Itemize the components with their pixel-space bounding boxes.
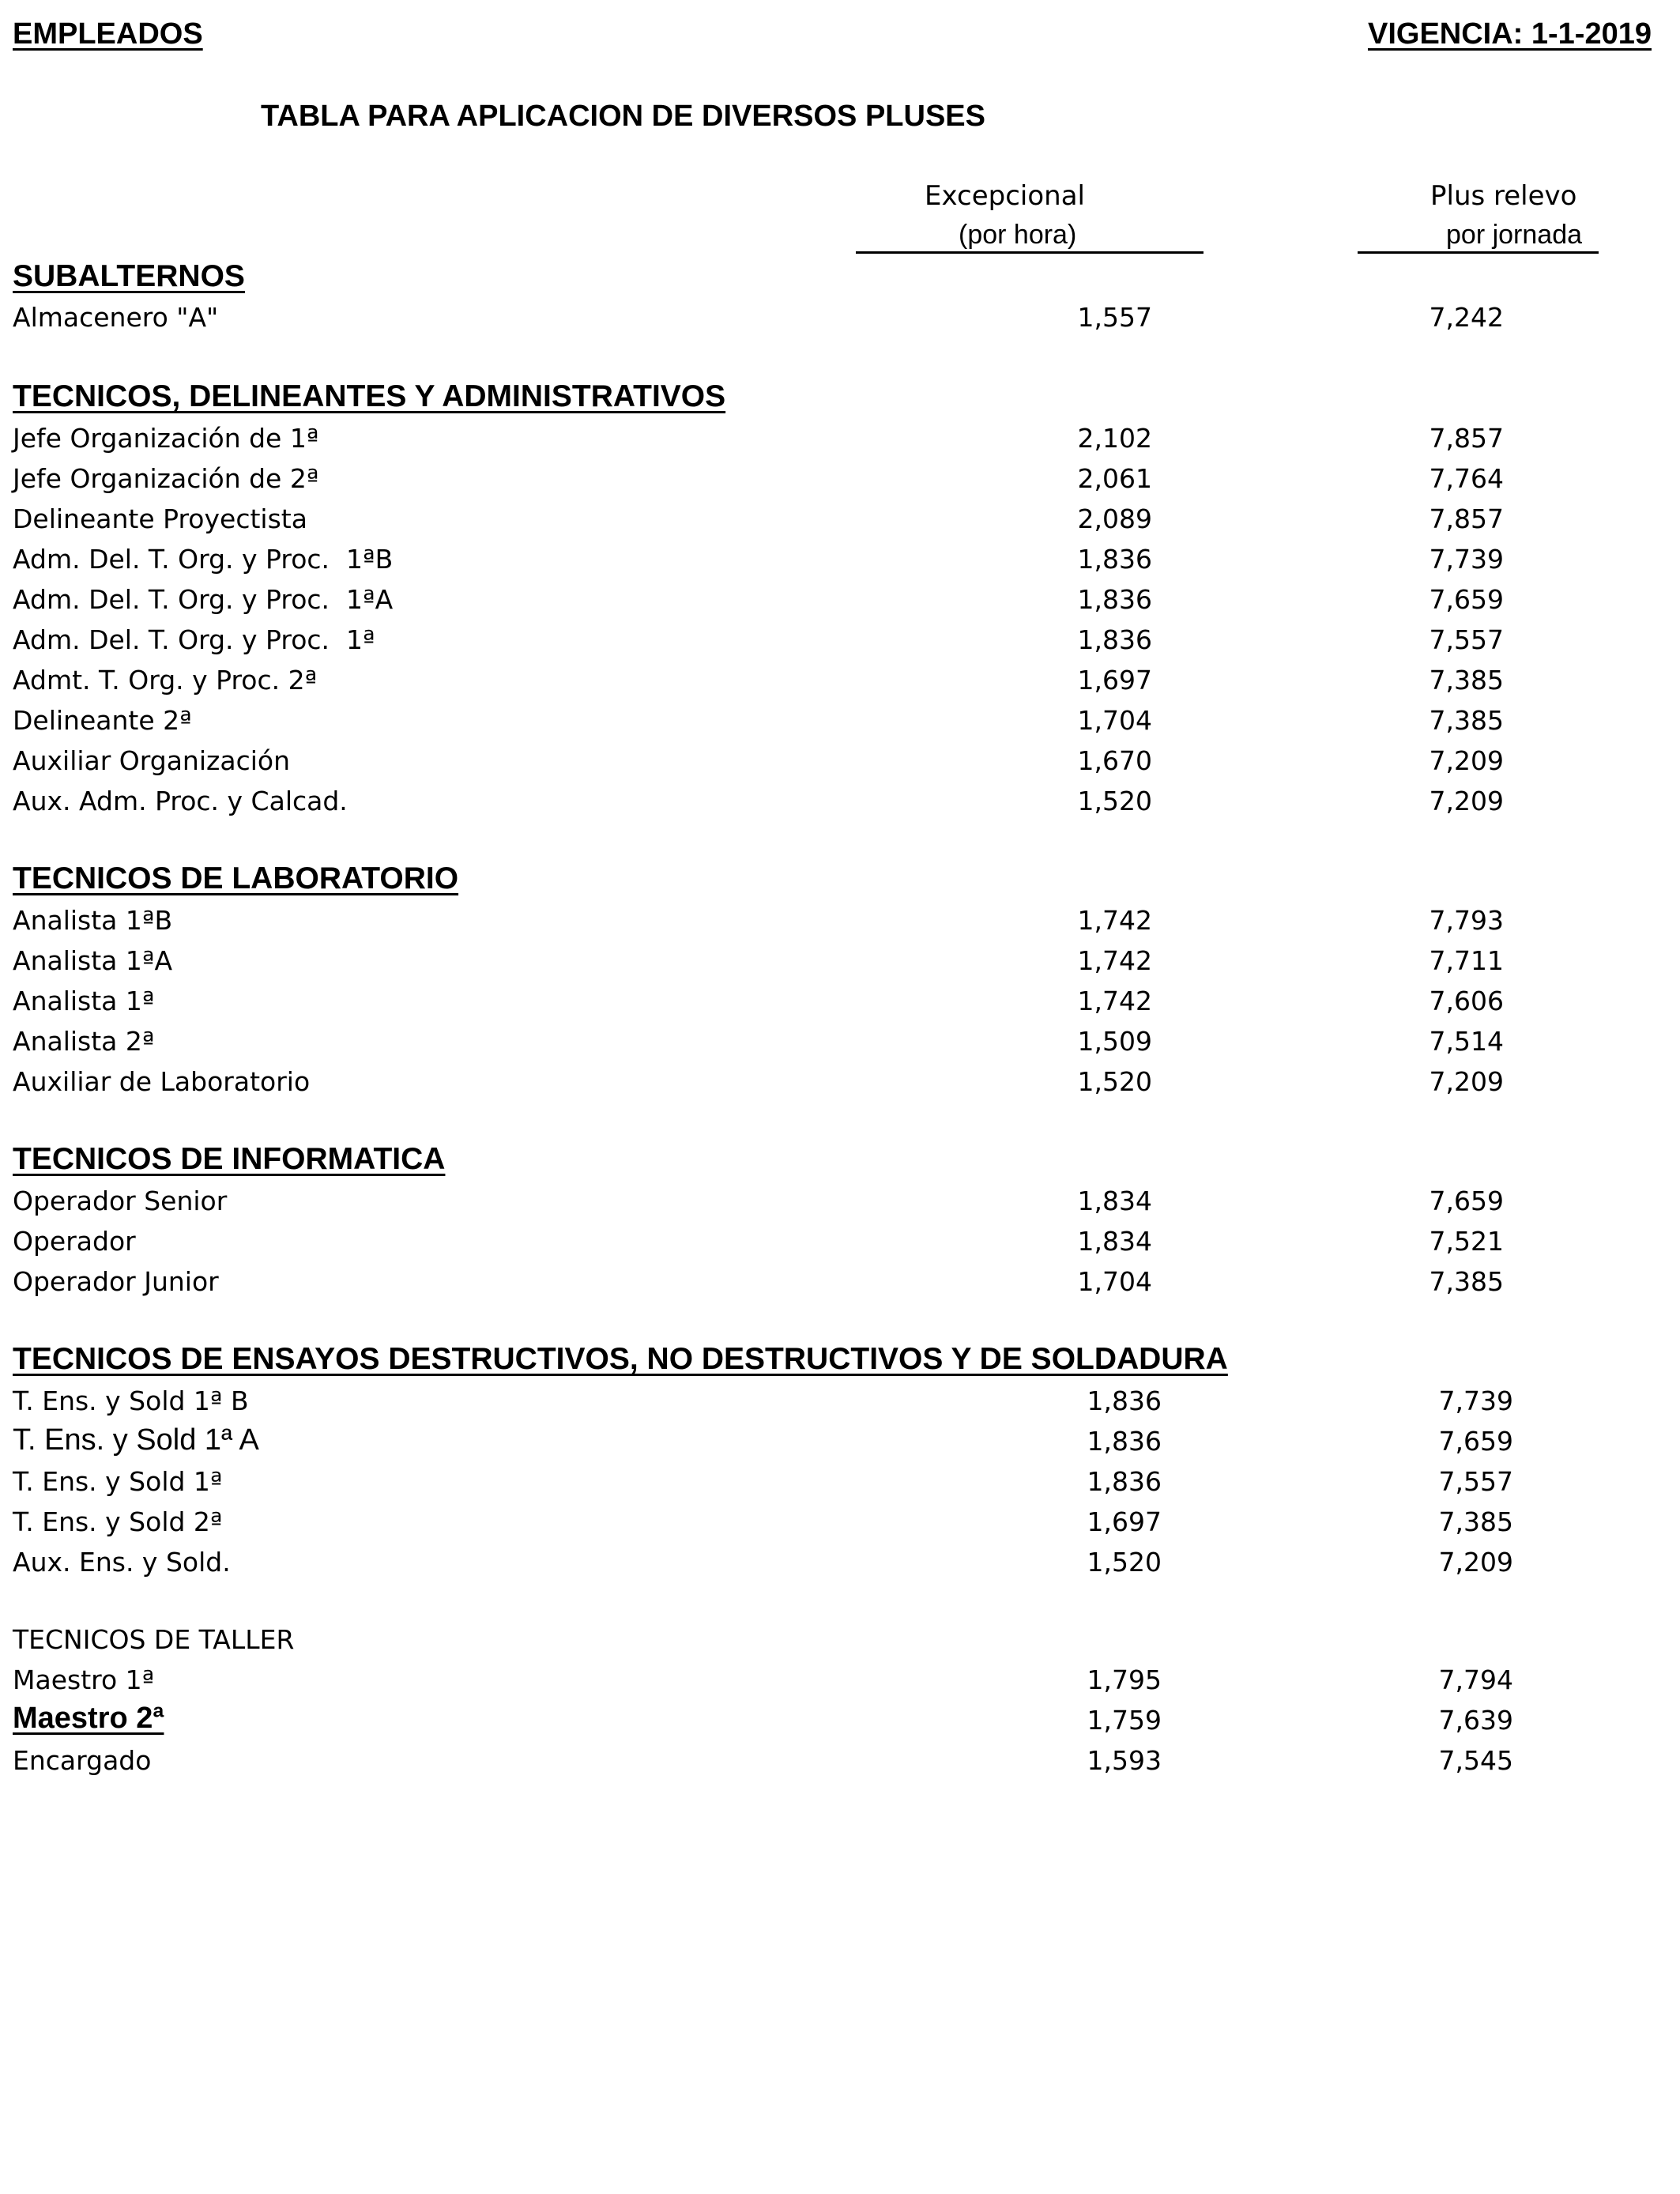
row-value-excepcional: 1,834 <box>1077 1186 1152 1216</box>
row-value-excepcional: 1,742 <box>1077 945 1152 976</box>
row-label: Analista 1ªA <box>13 945 173 976</box>
row-value-excepcional: 1,834 <box>1077 1226 1152 1257</box>
row-label: Operador <box>13 1226 136 1257</box>
row-label: Jefe Organización de 1ª <box>13 423 319 454</box>
header-vigencia: VIGENCIA: 1-1-2019 <box>1367 17 1652 51</box>
row-label: Aux. Ens. y Sold. <box>13 1547 231 1578</box>
row-label: Almacenero "A" <box>13 302 219 333</box>
row-value-relevo: 7,209 <box>1429 1066 1504 1097</box>
row-value-relevo: 7,739 <box>1429 544 1504 575</box>
column-subheader-por-hora: (por hora) <box>959 220 1077 250</box>
section-title-ensayos: TECNICOS DE ENSAYOS DESTRUCTIVOS, NO DESTRUCTIVOS Y DE SOLDADURA <box>13 1342 1228 1376</box>
row-label: Auxiliar Organización <box>13 745 290 776</box>
row-label: Adm. Del. T. Org. y Proc. 1ªA <box>13 584 394 615</box>
row-value-relevo: 7,639 <box>1438 1705 1513 1736</box>
row-value-excepcional: 1,509 <box>1077 1026 1152 1057</box>
row-value-excepcional: 1,836 <box>1077 624 1152 655</box>
row-value-excepcional: 2,102 <box>1077 423 1152 454</box>
section-title-tecnicos-delineantes: TECNICOS, DELINEANTES Y ADMINISTRATIVOS <box>13 379 726 413</box>
column-header-excepcional: Excepcional <box>925 180 1085 212</box>
row-value-excepcional: 1,520 <box>1077 786 1152 816</box>
row-value-relevo: 7,857 <box>1429 503 1504 534</box>
row-value-relevo: 7,711 <box>1429 945 1504 976</box>
row-label: T. Ens. y Sold 1ª <box>13 1466 223 1497</box>
row-label: Analista 1ª <box>13 986 155 1016</box>
row-value-excepcional: 1,836 <box>1087 1466 1162 1497</box>
row-label: Maestro 1ª <box>13 1664 155 1695</box>
section-title-informatica: TECNICOS DE INFORMATICA <box>13 1142 446 1176</box>
row-value-relevo: 7,521 <box>1429 1226 1504 1257</box>
row-value-excepcional: 2,089 <box>1077 503 1152 534</box>
row-value-excepcional: 2,061 <box>1077 463 1152 494</box>
row-label: T. Ens. y Sold 2ª <box>13 1506 223 1537</box>
row-value-excepcional: 1,742 <box>1077 986 1152 1016</box>
row-label: Admt. T. Org. y Proc. 2ª <box>13 665 318 696</box>
section-title-subalternos: SUBALTERNOS <box>13 259 245 293</box>
row-value-excepcional: 1,836 <box>1087 1426 1162 1457</box>
column-underline-excepcional <box>856 251 1203 254</box>
row-value-excepcional: 1,670 <box>1077 745 1152 776</box>
row-label: Maestro 2ª <box>13 1702 164 1735</box>
page-title: TABLA PARA APLICACION DE DIVERSOS PLUSES <box>261 100 985 133</box>
row-value-relevo: 7,739 <box>1438 1385 1513 1416</box>
row-value-excepcional: 1,557 <box>1077 302 1152 333</box>
column-underline-plus-relevo <box>1358 251 1599 254</box>
row-label: T. Ens. y Sold 1ª A <box>13 1423 259 1457</box>
section-title-laboratorio: TECNICOS DE LABORATORIO <box>13 861 459 895</box>
row-label: Encargado <box>13 1745 152 1776</box>
row-value-excepcional: 1,836 <box>1087 1385 1162 1416</box>
row-value-relevo: 7,385 <box>1429 1266 1504 1297</box>
row-value-excepcional: 1,704 <box>1077 705 1152 736</box>
row-value-excepcional: 1,795 <box>1087 1664 1162 1695</box>
row-value-relevo: 7,659 <box>1429 584 1504 615</box>
row-value-relevo: 7,659 <box>1429 1186 1504 1216</box>
row-value-excepcional: 1,836 <box>1077 544 1152 575</box>
row-value-excepcional: 1,742 <box>1077 905 1152 936</box>
row-value-relevo: 7,209 <box>1438 1547 1513 1578</box>
row-value-relevo: 7,385 <box>1429 705 1504 736</box>
row-value-relevo: 7,385 <box>1438 1506 1513 1537</box>
row-value-relevo: 7,385 <box>1429 665 1504 696</box>
row-value-excepcional: 1,593 <box>1087 1745 1162 1776</box>
row-value-relevo: 7,545 <box>1438 1745 1513 1776</box>
row-value-excepcional: 1,520 <box>1077 1066 1152 1097</box>
row-value-relevo: 7,659 <box>1438 1426 1513 1457</box>
row-label: Jefe Organización de 2ª <box>13 463 319 494</box>
row-value-relevo: 7,857 <box>1429 423 1504 454</box>
row-value-relevo: 7,764 <box>1429 463 1504 494</box>
section-title-taller: TECNICOS DE TALLER <box>13 1624 295 1655</box>
row-label: Analista 2ª <box>13 1026 155 1057</box>
row-label: Operador Senior <box>13 1186 228 1216</box>
row-label: Aux. Adm. Proc. y Calcad. <box>13 786 348 816</box>
row-label: Auxiliar de Laboratorio <box>13 1066 311 1097</box>
row-value-relevo: 7,793 <box>1429 905 1504 936</box>
row-value-excepcional: 1,520 <box>1087 1547 1162 1578</box>
row-value-excepcional: 1,759 <box>1087 1705 1162 1736</box>
row-value-relevo: 7,209 <box>1429 745 1504 776</box>
row-value-relevo: 7,242 <box>1429 302 1504 333</box>
row-value-excepcional: 1,697 <box>1087 1506 1162 1537</box>
header-left: EMPLEADOS <box>13 17 203 51</box>
row-label: Adm. Del. T. Org. y Proc. 1ª <box>13 624 375 655</box>
row-label: Analista 1ªB <box>13 905 173 936</box>
row-label: Operador Junior <box>13 1266 219 1297</box>
row-value-relevo: 7,557 <box>1438 1466 1513 1497</box>
row-value-relevo: 7,606 <box>1429 986 1504 1016</box>
row-value-relevo: 7,514 <box>1429 1026 1504 1057</box>
column-subheader-por-jornada: por jornada <box>1446 220 1583 250</box>
row-value-excepcional: 1,697 <box>1077 665 1152 696</box>
column-header-plus-relevo: Plus relevo <box>1430 180 1577 212</box>
row-value-excepcional: 1,704 <box>1077 1266 1152 1297</box>
row-value-relevo: 7,794 <box>1438 1664 1513 1695</box>
row-label: Delineante Proyectista <box>13 503 307 534</box>
row-value-excepcional: 1,836 <box>1077 584 1152 615</box>
row-label: Adm. Del. T. Org. y Proc. 1ªB <box>13 544 394 575</box>
row-value-relevo: 7,557 <box>1429 624 1504 655</box>
row-value-relevo: 7,209 <box>1429 786 1504 816</box>
row-label: T. Ens. y Sold 1ª B <box>13 1385 249 1416</box>
row-label: Delineante 2ª <box>13 705 192 736</box>
